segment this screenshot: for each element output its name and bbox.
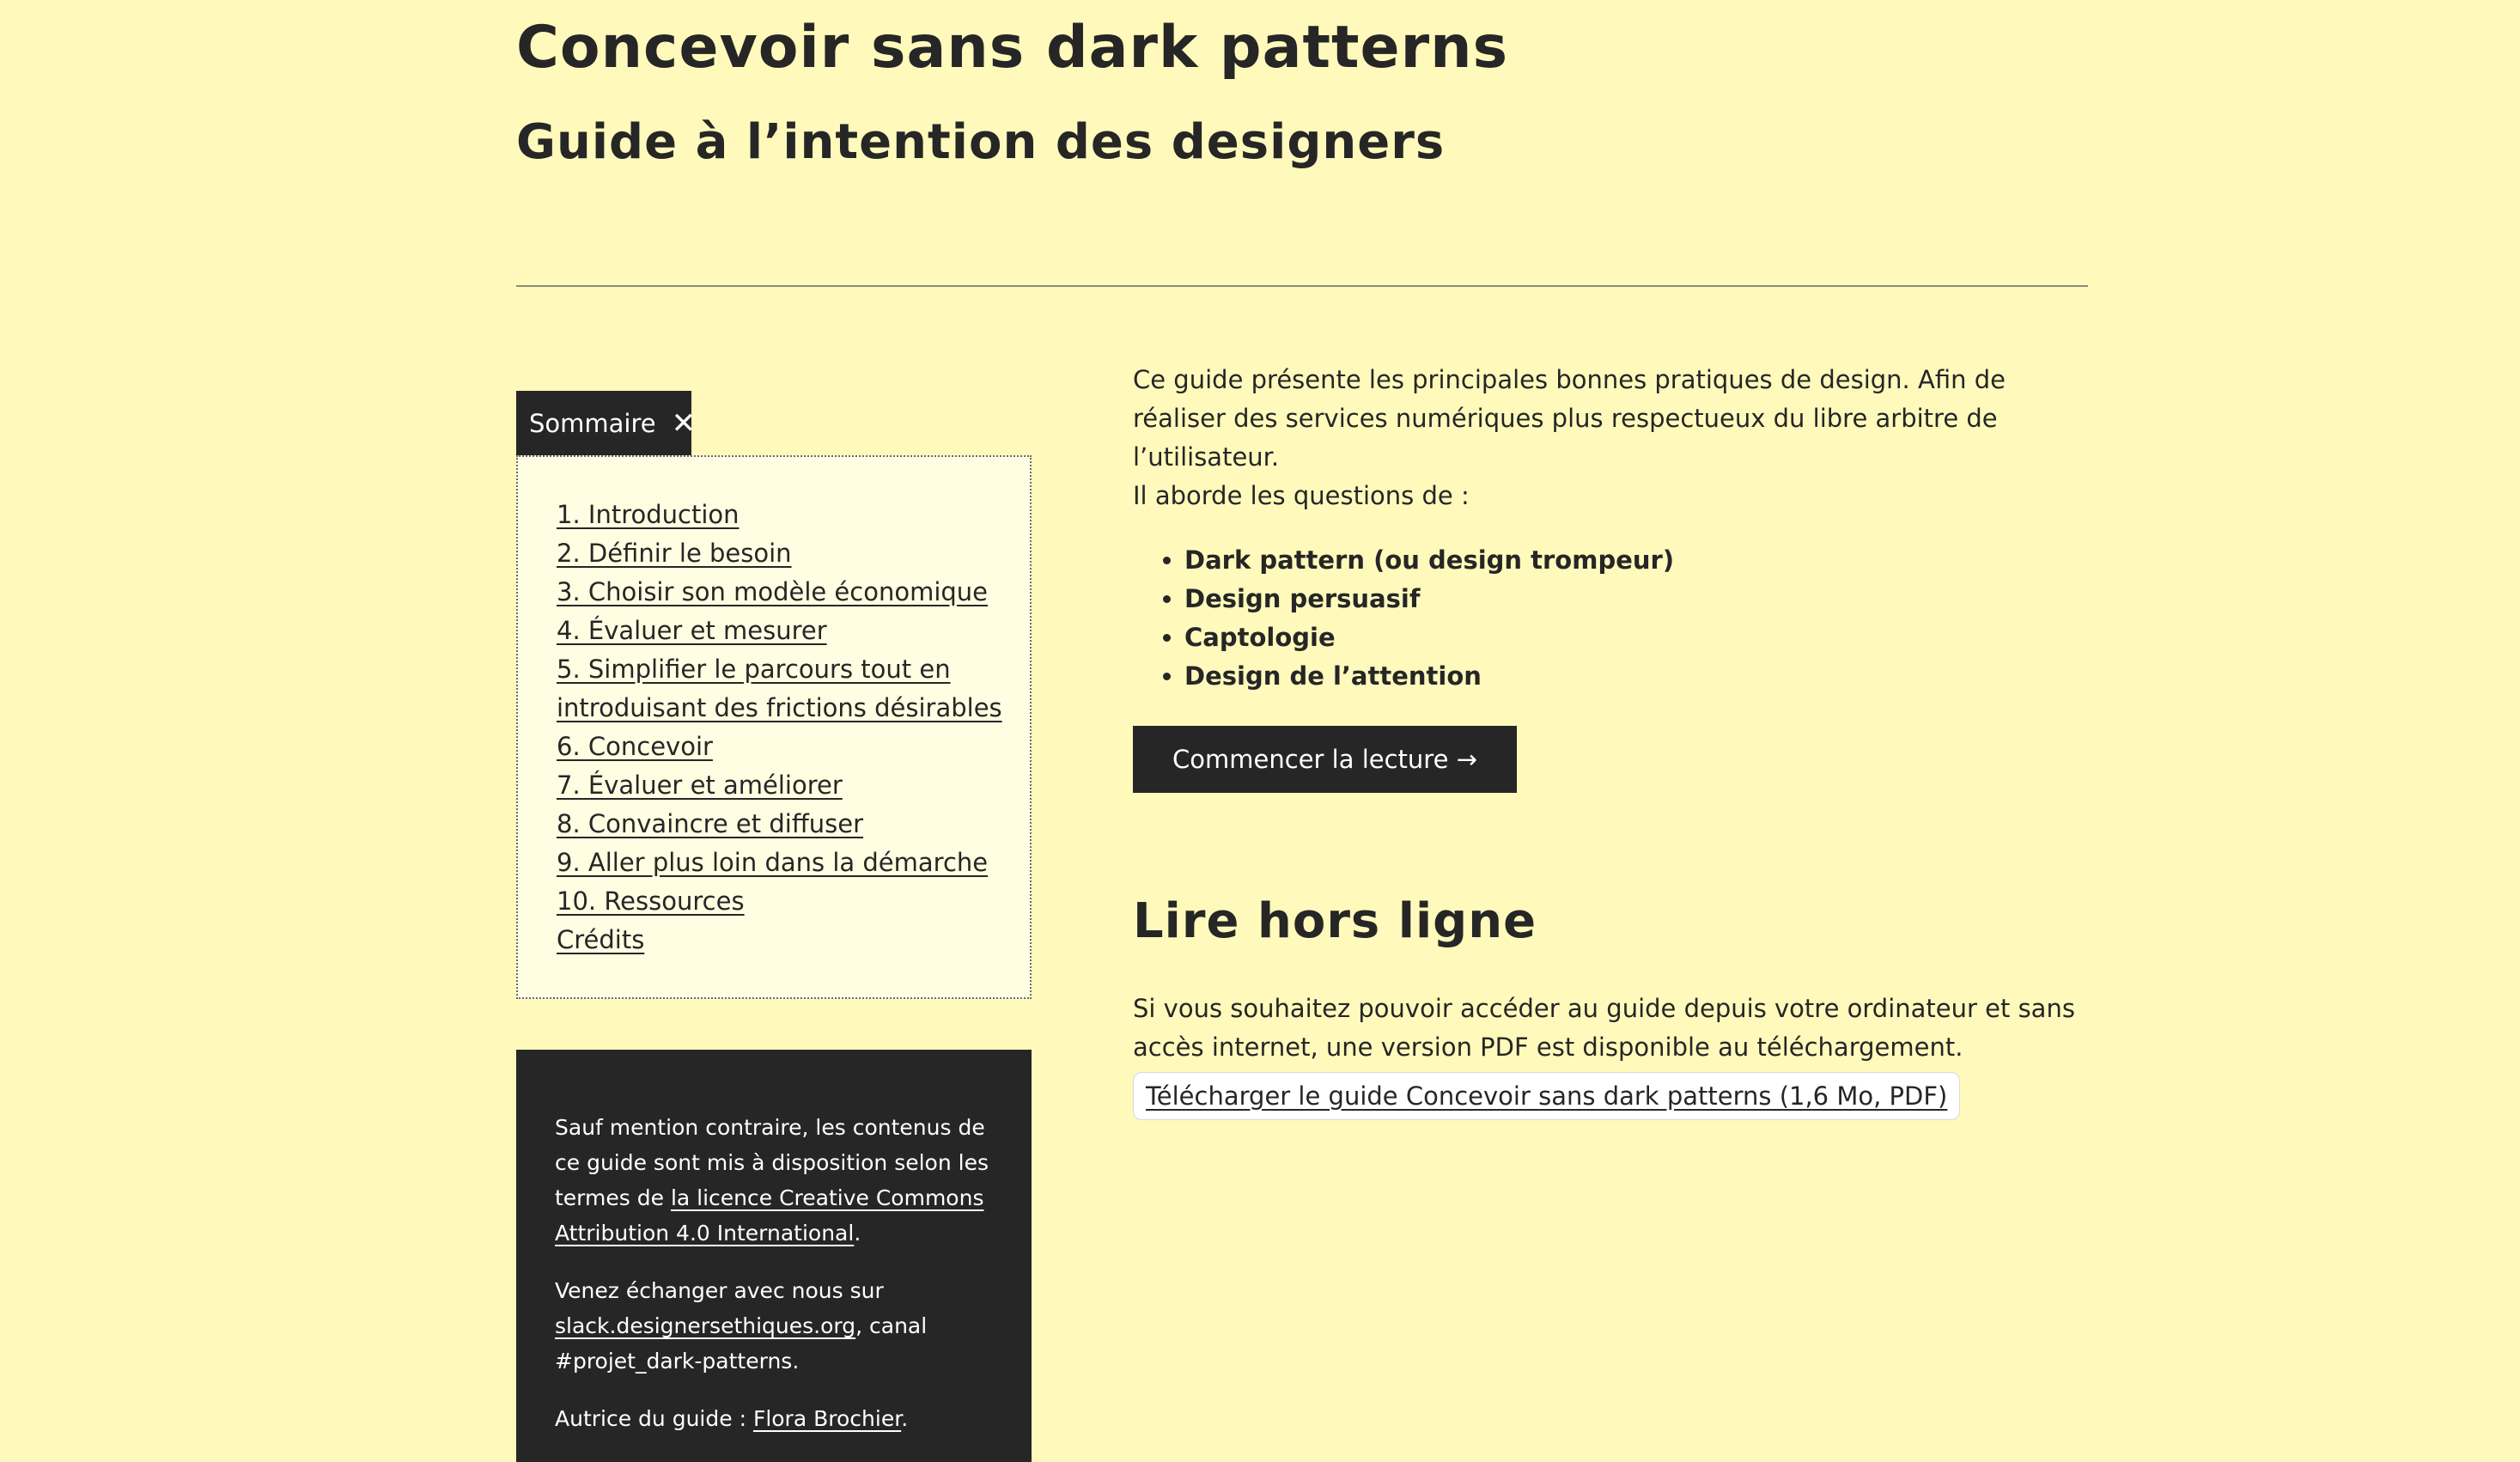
toc-link-concevoir[interactable]: 6. Concevoir (557, 732, 713, 761)
table-of-contents (516, 455, 1032, 999)
slack-paragraph (555, 1273, 993, 1379)
license-text: Sauf mention contraire, les contenus de ce guide sont mis à disposition selon les termes de (555, 1115, 989, 1210)
toc-item (557, 573, 1030, 612)
toc-item (557, 496, 1030, 534)
topics-list (1133, 541, 1674, 696)
slack-text-end: , canal #projet_dark-patterns. (555, 1313, 928, 1374)
toc-link-definir-besoin[interactable]: 2. Définir le besoin (557, 539, 792, 568)
intro-paragraph: Ce guide présente les principales bonnes pratiques de design. Afin de réaliser des services numériques plus respectueux du libre arbitre de l’utilisateur. (1133, 365, 2006, 472)
license-link[interactable]: la licence Creative Commons Attribution 4.0 International (555, 1185, 984, 1246)
offline-paragraph: Si vous souhaitez pouvoir accéder au guide depuis votre ordinateur et sans accès internet, une version PDF est disponible au téléchargement. (1133, 994, 2075, 1062)
toc-link-evaluer-mesurer[interactable]: 4. Évaluer et mesurer (557, 616, 827, 645)
toc-link-convaincre-diffuser[interactable]: 8. Convaincre et diffuser (557, 809, 864, 838)
toc-item (557, 921, 1030, 959)
toc-link-introduction[interactable]: 1. Introduction (557, 500, 740, 529)
topic-item: • Captologie (1184, 618, 1674, 657)
license-text-end: . (854, 1221, 861, 1246)
toc-toggle-label: Sommaire (529, 408, 656, 438)
toc-item (557, 882, 1030, 921)
slack-link[interactable]: slack.designersethiques.org (555, 1313, 856, 1338)
topic-item: • Dark pattern (ou design trompeur) (1184, 541, 1674, 580)
toc-toggle-button[interactable] (516, 391, 697, 455)
toc-link-simplifier-parcours[interactable]: 5. Simplifier le parcours tout en introduisant des frictions désirables (557, 655, 1002, 722)
toc-link-modele-economique[interactable]: 3. Choisir son modèle économique (557, 577, 989, 606)
toc-item (557, 612, 1030, 650)
toc-item (557, 844, 1030, 882)
toc-item (557, 805, 1030, 844)
page-title: Concevoir sans dark patterns (516, 14, 1509, 82)
license-paragraph (555, 1110, 993, 1251)
header-divider (516, 285, 2088, 287)
license-box (516, 1050, 1032, 1462)
toc-item (557, 534, 1030, 573)
toc-item (557, 766, 1030, 805)
author-link[interactable]: Flora Brochier (752, 1406, 902, 1431)
close-icon: ✕ (671, 405, 697, 441)
author-paragraph (555, 1401, 993, 1436)
topic-item: • Design persuasif (1184, 580, 1674, 618)
author-text-end: . (901, 1406, 909, 1431)
toc-link-credits[interactable]: Crédits (557, 925, 645, 954)
toc-list (557, 496, 1030, 959)
author-text: Autrice du guide : (555, 1406, 753, 1431)
toc-item (557, 728, 1030, 766)
topics-intro: Il aborde les questions de : (1133, 481, 1470, 510)
topic-item: • Design de l’attention (1184, 657, 1674, 696)
toc-link-aller-plus-loin[interactable]: 9. Aller plus loin dans la démarche (557, 848, 989, 877)
toc-link-evaluer-ameliorer[interactable]: 7. Évaluer et améliorer (557, 771, 843, 800)
toc-link-ressources[interactable]: 10. Ressources (557, 886, 745, 916)
start-reading-button[interactable]: Commencer la lecture → (1133, 726, 1517, 793)
download-pdf-link[interactable]: Télécharger le guide Concevoir sans dark patterns (1,6 Mo, PDF) (1133, 1072, 1960, 1120)
offline-section-title: Lire hors ligne (1133, 893, 1537, 949)
toc-item (557, 650, 1030, 728)
page-subtitle: Guide à l’intention des designers (516, 114, 1446, 170)
slack-text: Venez échanger avec nous sur (555, 1278, 884, 1303)
